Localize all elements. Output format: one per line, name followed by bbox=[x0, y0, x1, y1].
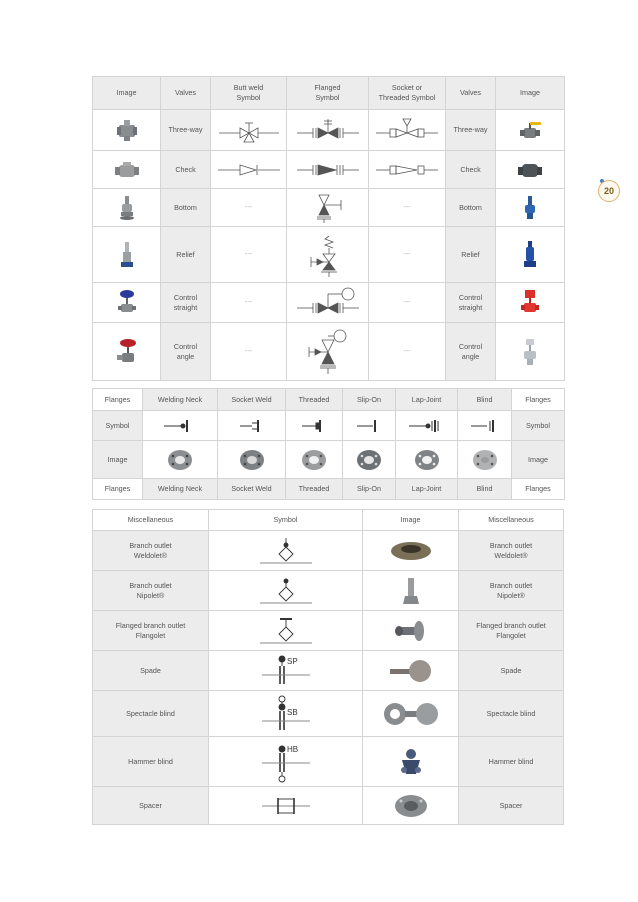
misc-name-spade: Spade bbox=[93, 651, 209, 691]
valve-name-three-way: Three-way bbox=[161, 110, 211, 151]
three-way-valve-photo bbox=[496, 110, 565, 151]
spacer-symbol bbox=[209, 787, 363, 825]
valve-name-bottom: Bottom bbox=[161, 189, 211, 227]
relief-valve-photo bbox=[496, 227, 565, 283]
flanges-header-left: Flanges bbox=[93, 389, 143, 411]
header-image-right: Image bbox=[496, 77, 565, 110]
bottom-valve-photo bbox=[496, 189, 565, 227]
misc-name-hammer-blind: Hammer blind bbox=[93, 737, 209, 787]
relief-flanged-symbol bbox=[287, 227, 369, 283]
flange-type-threaded-footer: Threaded bbox=[286, 479, 343, 500]
misc-name-nipolet-right: Branch outlet Nipolet® bbox=[459, 571, 564, 611]
misc-name-flangolet: Flanged branch outlet Flangolet bbox=[93, 611, 209, 651]
flange-type-blind: Blind bbox=[458, 389, 512, 411]
control-straight-flanged-symbol bbox=[287, 283, 369, 323]
three-way-valve-image bbox=[93, 110, 161, 151]
flange-type-slip-on: Slip-On bbox=[343, 389, 396, 411]
misc-name-hammer-blind-right: Hammer blind bbox=[459, 737, 564, 787]
misc-name-weldolet: Branch outlet Weldolet® bbox=[93, 531, 209, 571]
relief-socket-none: --- bbox=[369, 227, 446, 283]
bottom-socket-none: --- bbox=[369, 189, 446, 227]
check-butt-weld-symbol bbox=[211, 151, 287, 189]
misc-name-nipolet: Branch outlet Nipolet® bbox=[93, 571, 209, 611]
bottom-butt-weld-none: --- bbox=[211, 189, 287, 227]
three-way-butt-weld-symbol bbox=[211, 110, 287, 151]
lap-joint-image bbox=[396, 441, 458, 479]
nipolet-symbol bbox=[209, 571, 363, 611]
welding-neck-image bbox=[143, 441, 218, 479]
header-image: Image bbox=[93, 77, 161, 110]
nipolet-image bbox=[363, 571, 459, 611]
page-number-badge: 20 bbox=[598, 180, 620, 202]
header-butt-weld: Butt weld Symbol bbox=[211, 77, 287, 110]
weldolet-symbol bbox=[209, 531, 363, 571]
valve-name-relief: Relief bbox=[161, 227, 211, 283]
flange-type-welding-neck-footer: Welding Neck bbox=[143, 479, 218, 500]
misc-name-spectacle-blind-right: Spectacle blind bbox=[459, 691, 564, 737]
spectacle-blind-tag: SB bbox=[286, 707, 298, 717]
flange-type-socket-weld: Socket Weld bbox=[218, 389, 286, 411]
check-socket-symbol bbox=[369, 151, 446, 189]
header-valves: Valves bbox=[161, 77, 211, 110]
flanges-image-label: Image bbox=[93, 441, 143, 479]
spade-tag: SP bbox=[286, 656, 298, 666]
control-straight-socket-none: --- bbox=[369, 283, 446, 323]
misc-header-left: Miscellaneous bbox=[93, 510, 209, 531]
control-straight-valve-image bbox=[93, 283, 161, 323]
control-angle-socket-none: --- bbox=[369, 323, 446, 381]
valve-name-relief-right: Relief bbox=[446, 227, 496, 283]
check-flanged-symbol bbox=[287, 151, 369, 189]
flanges-symbol-label-right: Symbol bbox=[512, 411, 565, 441]
control-angle-valve-photo bbox=[496, 323, 565, 381]
misc-name-spectacle-blind: Spectacle blind bbox=[93, 691, 209, 737]
hammer-blind-image bbox=[363, 737, 459, 787]
flanges-symbol-label: Symbol bbox=[93, 411, 143, 441]
spectacle-blind-image bbox=[363, 691, 459, 737]
spectacle-blind-symbol bbox=[209, 691, 363, 737]
header-socket: Socket or Threaded Symbol bbox=[369, 77, 446, 110]
misc-header-symbol: Symbol bbox=[209, 510, 363, 531]
hammer-blind-tag: HB bbox=[286, 744, 298, 754]
socket-weld-symbol bbox=[218, 411, 286, 441]
flange-type-welding-neck: Welding Neck bbox=[143, 389, 218, 411]
misc-header-image: Image bbox=[363, 510, 459, 531]
flanges-table bbox=[92, 388, 565, 500]
flange-type-lap-joint-footer: Lap-Joint bbox=[396, 479, 458, 500]
three-way-flanged-symbol bbox=[287, 110, 369, 151]
valve-name-control-angle: Control angle bbox=[161, 323, 211, 381]
welding-neck-symbol bbox=[143, 411, 218, 441]
slip-on-symbol bbox=[343, 411, 396, 441]
misc-name-spacer-right: Spacer bbox=[459, 787, 564, 825]
spade-symbol bbox=[209, 651, 363, 691]
misc-name-flangolet-right: Flanged branch outlet Flangolet bbox=[459, 611, 564, 651]
valve-name-control-straight-right: Control straight bbox=[446, 283, 496, 323]
valve-name-bottom-right: Bottom bbox=[446, 189, 496, 227]
valve-name-check-right: Check bbox=[446, 151, 496, 189]
flangolet-image bbox=[363, 611, 459, 651]
socket-weld-image bbox=[218, 441, 286, 479]
flangolet-symbol bbox=[209, 611, 363, 651]
misc-header-right: Miscellaneous bbox=[459, 510, 564, 531]
misc-name-spade-right: Spade bbox=[459, 651, 564, 691]
spade-image bbox=[363, 651, 459, 691]
control-straight-butt-weld-none: --- bbox=[211, 283, 287, 323]
flange-type-threaded: Threaded bbox=[286, 389, 343, 411]
flanges-footer-left: Flanges bbox=[93, 479, 143, 500]
threaded-symbol bbox=[286, 411, 343, 441]
valves-table bbox=[92, 76, 565, 381]
threaded-image bbox=[286, 441, 343, 479]
hammer-blind-symbol bbox=[209, 737, 363, 787]
control-straight-valve-photo bbox=[496, 283, 565, 323]
relief-butt-weld-none: --- bbox=[211, 227, 287, 283]
lap-joint-symbol bbox=[396, 411, 458, 441]
flange-type-slip-on-footer: Slip-On bbox=[343, 479, 396, 500]
valve-name-control-straight: Control straight bbox=[161, 283, 211, 323]
flange-type-socket-weld-footer: Socket Weld bbox=[218, 479, 286, 500]
header-flanged: Flanged Symbol bbox=[287, 77, 369, 110]
flanges-image-label-right: Image bbox=[512, 441, 565, 479]
flange-type-blind-footer: Blind bbox=[458, 479, 512, 500]
weldolet-image bbox=[363, 531, 459, 571]
misc-name-spacer: Spacer bbox=[93, 787, 209, 825]
bottom-flanged-symbol bbox=[287, 189, 369, 227]
spacer-image bbox=[363, 787, 459, 825]
three-way-socket-symbol bbox=[369, 110, 446, 151]
misc-name-weldolet-right: Branch outlet Weldolet® bbox=[459, 531, 564, 571]
control-angle-butt-weld-none: --- bbox=[211, 323, 287, 381]
valve-name-check: Check bbox=[161, 151, 211, 189]
control-angle-flanged-symbol bbox=[287, 323, 369, 381]
flanges-footer-right: Flanges bbox=[512, 479, 565, 500]
control-angle-valve-image bbox=[93, 323, 161, 381]
relief-valve-image bbox=[93, 227, 161, 283]
misc-table bbox=[92, 509, 564, 825]
valve-name-three-way-right: Three-way bbox=[446, 110, 496, 151]
valve-name-control-angle-right: Control angle bbox=[446, 323, 496, 381]
flange-type-lap-joint: Lap-Joint bbox=[396, 389, 458, 411]
check-valve-image bbox=[93, 151, 161, 189]
blind-symbol bbox=[458, 411, 512, 441]
header-valves-right: Valves bbox=[446, 77, 496, 110]
blind-image bbox=[458, 441, 512, 479]
flanges-header-right: Flanges bbox=[512, 389, 565, 411]
check-valve-photo bbox=[496, 151, 565, 189]
bottom-valve-image bbox=[93, 189, 161, 227]
slip-on-image bbox=[343, 441, 396, 479]
